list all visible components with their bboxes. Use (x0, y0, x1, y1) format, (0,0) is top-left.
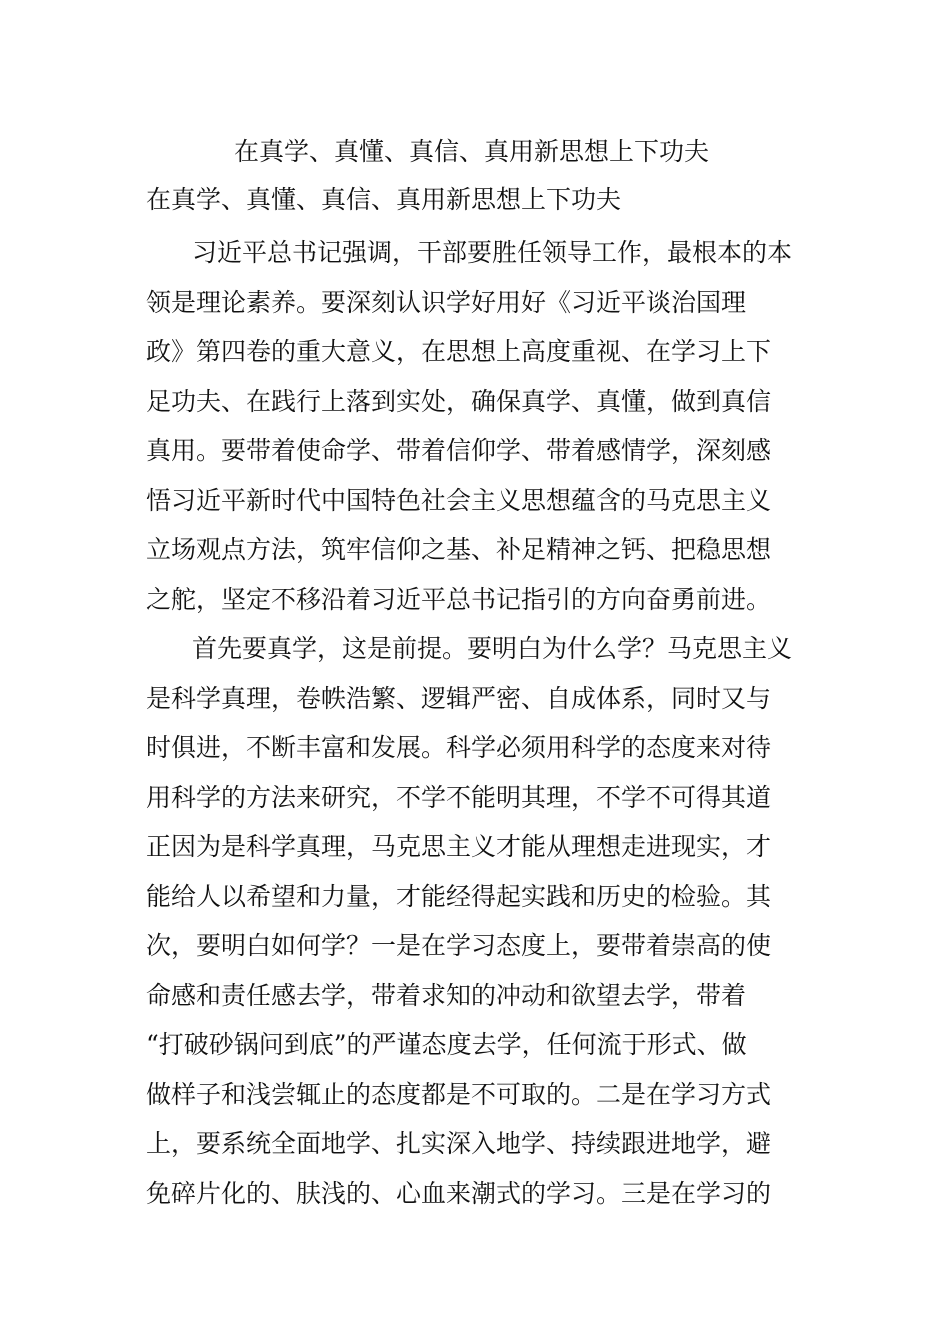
paragraph-1-line: 立场观点方法，筑牢信仰之基、补足精神之钙、把稳思想 (146, 535, 772, 564)
paragraph-1-line: 悟习近平新时代中国特色社会主义思想蕴含的马克思主义 (146, 485, 772, 515)
paragraph-1-line: 真用。要带着使命学、带着信仰学、带着感情学，深刻感 (146, 436, 772, 465)
paragraph-2-line: 上，要系统全面地学、扎实深入地学、持续跟进地学，避 (146, 1129, 772, 1158)
paragraph-1-line: 领是理论素养。要深刻认识学好用好《习近平谈治国理 (146, 287, 747, 317)
paragraph-2-line: 首先要真学，这是前提。要明白为什么学？马克思主义 (192, 634, 793, 663)
paragraph-2-line: 次，要明白如何学？一是在学习态度上，要带着崇高的使 (146, 931, 772, 960)
paragraph-2-line: 免碎片化的、肤浅的、心血来潮式的学习。三是在学习的 (146, 1178, 772, 1208)
paragraph-1-line: 习近平总书记强调，干部要胜任领导工作，最根本的本 (192, 238, 793, 267)
paragraph-1-line: 政》第四卷的重大意义，在思想上高度重视、在学习上下 (146, 337, 772, 366)
paragraph-2-line: 是科学真理，卷帙浩繁、逻辑严密、自成体系，同时又与 (146, 683, 772, 713)
document-title: 在真学、真懂、真信、真用新思想上下功夫 (234, 137, 710, 166)
paragraph-2-line: “打破砂锅问到底”的严谨态度去学，任何流于形式、做 (146, 1030, 747, 1059)
paragraph-2-line: 用科学的方法来研究，不学不能明其理，不学不可得其道 (146, 782, 772, 812)
document-subtitle: 在真学、真懂、真信、真用新思想上下功夫 (146, 185, 622, 214)
paragraph-1-line: 之舵，坚定不移沿着习近平总书记指引的方向奋勇前进。 (146, 584, 772, 614)
paragraph-2-line: 能给人以希望和力量，才能经得起实践和历史的检验。其 (146, 881, 772, 911)
paragraph-2-line: 时俱进，不断丰富和发展。科学必须用科学的态度来对待 (146, 733, 772, 762)
paragraph-2-line: 命感和责任感去学，带着求知的冲动和欲望去学，带着 (146, 980, 747, 1010)
paragraph-2-line: 做样子和浅尝辄止的态度都是不可取的。二是在学习方式 (146, 1079, 772, 1109)
paragraph-2-line: 正因为是科学真理，马克思主义才能从理想走进现实，才 (146, 832, 772, 861)
document-body (146, 228, 810, 1218)
paragraph-1-line: 足功夫、在践行上落到实处，确保真学、真懂，做到真信 (146, 386, 772, 416)
